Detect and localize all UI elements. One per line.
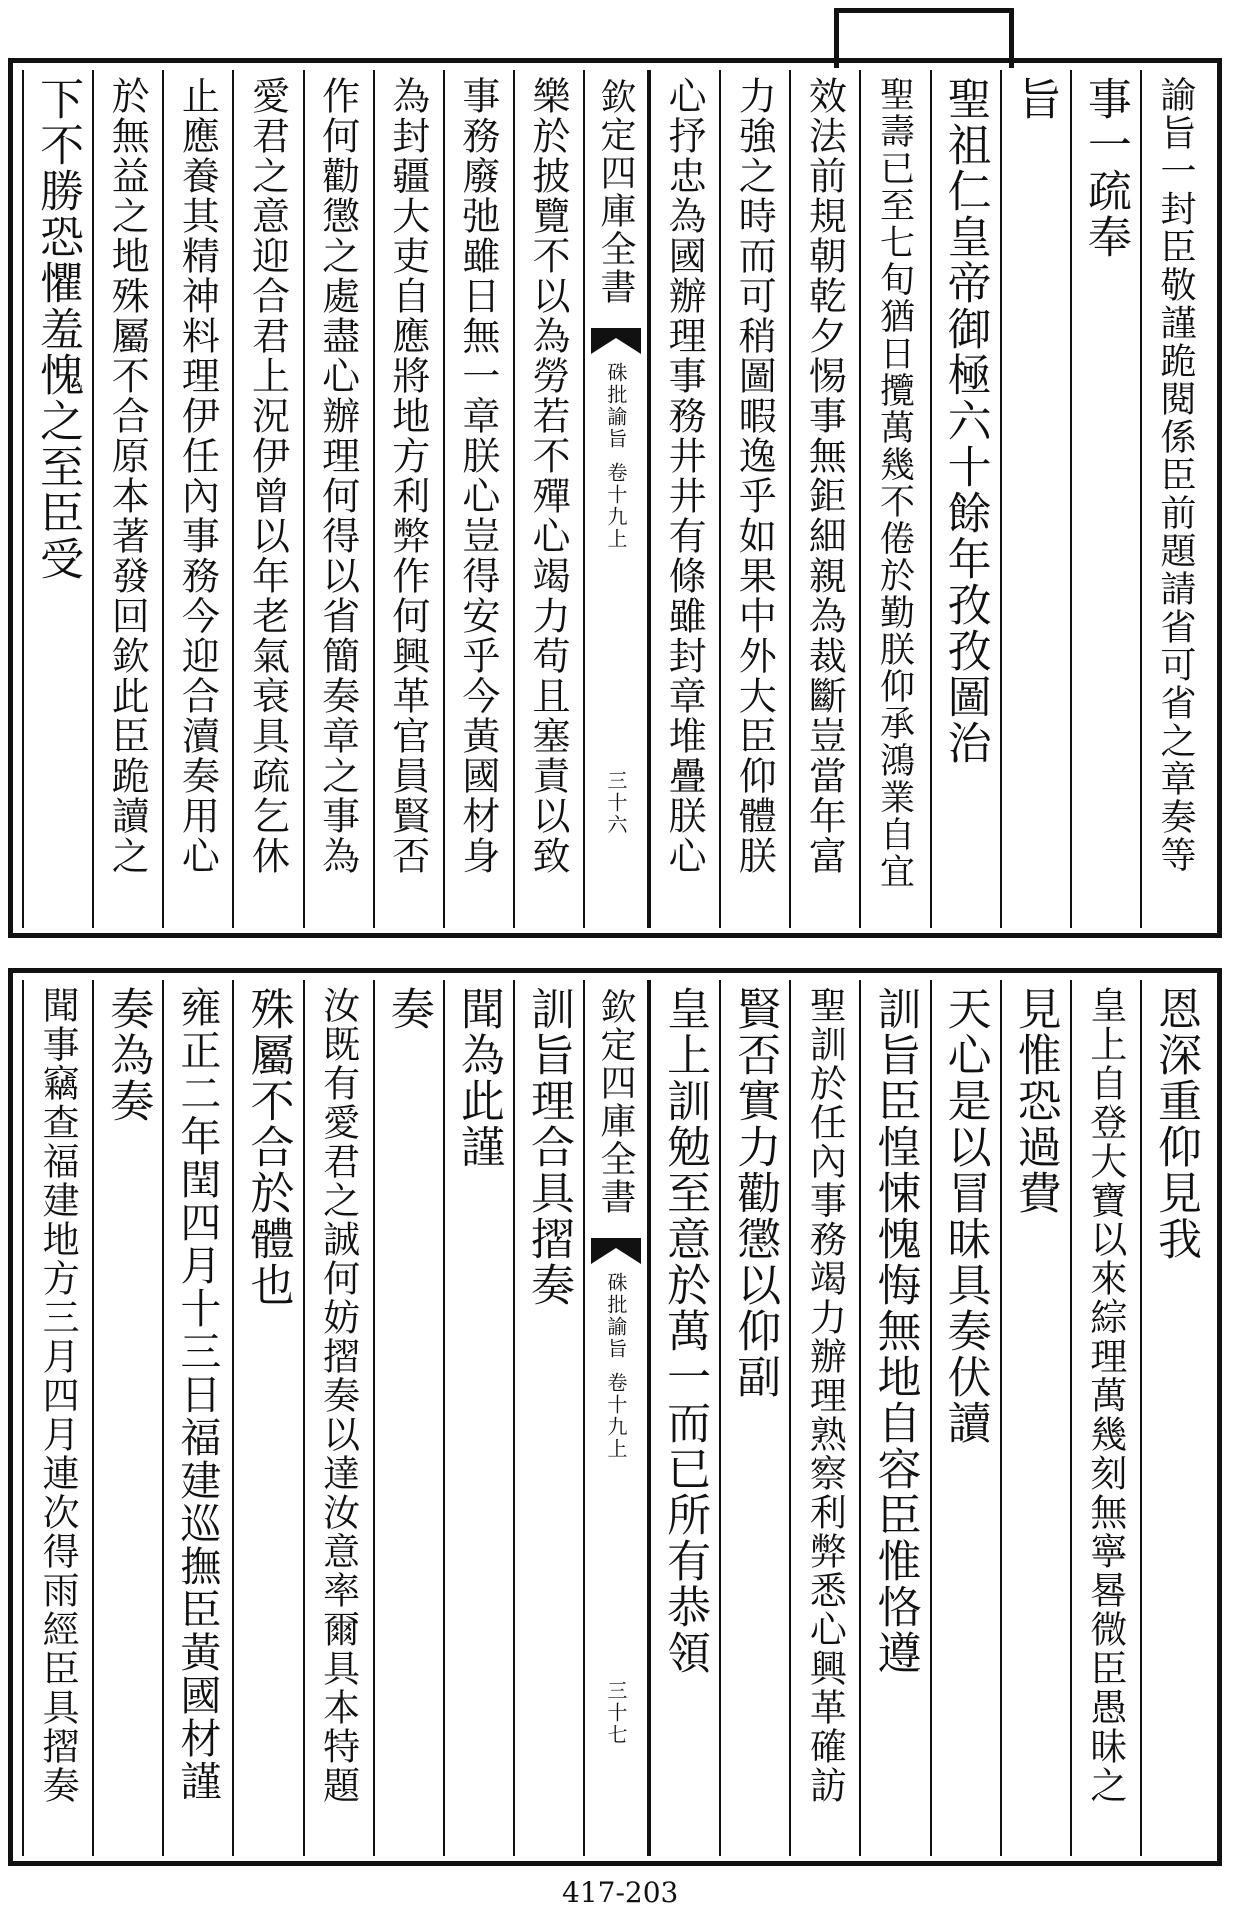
band-book-title: 欽定四庫全書 bbox=[595, 78, 636, 306]
text-column bbox=[513, 980, 583, 1856]
column-text: 聞為此謹 bbox=[452, 986, 504, 1170]
column-text: 效法前規朝乾夕惕事無鉅細親為裁斷豈當年富 bbox=[802, 76, 847, 876]
column-rule bbox=[373, 980, 375, 1856]
column-rule bbox=[930, 980, 932, 1856]
text-column bbox=[443, 980, 513, 1856]
fish-tail-mark-icon bbox=[591, 328, 641, 354]
top-page-panel bbox=[8, 8, 1226, 944]
text-column bbox=[1070, 70, 1140, 928]
column-rule bbox=[232, 70, 234, 928]
text-column bbox=[232, 70, 302, 928]
text-column bbox=[162, 980, 232, 1856]
column-text: 恩深重仰見我 bbox=[1149, 986, 1201, 1262]
column-rule bbox=[22, 70, 24, 928]
text-column bbox=[373, 980, 443, 1856]
band-leaf-number: 三十六 bbox=[604, 770, 628, 836]
column-rule bbox=[859, 70, 861, 928]
column-rule bbox=[1070, 980, 1072, 1856]
column-text: 殊屬不合於體也 bbox=[242, 986, 294, 1308]
text-column bbox=[162, 70, 232, 928]
column-rule bbox=[649, 70, 651, 928]
column-rule bbox=[1140, 70, 1142, 928]
column-rule bbox=[303, 980, 305, 1856]
text-column bbox=[1140, 70, 1210, 928]
column-rule bbox=[232, 980, 234, 1856]
column-text: 聞事竊查福建地方三月四月連次得雨經臣具摺奏 bbox=[36, 986, 80, 1805]
text-column bbox=[513, 70, 583, 928]
column-rule bbox=[373, 70, 375, 928]
column-text: 力強之時而可稍圖暇逸乎如果中外大臣仰體朕 bbox=[732, 76, 777, 876]
band-rule bbox=[583, 980, 585, 1856]
top-page-body bbox=[22, 70, 1210, 928]
bottom-page-panel bbox=[8, 968, 1226, 1870]
column-rule bbox=[443, 70, 445, 928]
center-fold-band bbox=[583, 70, 649, 928]
column-rule bbox=[719, 70, 721, 928]
top-page-raised-tab bbox=[834, 8, 1014, 68]
column-text: 樂於披覽不以為勞若不殫心竭力苟且塞責以致 bbox=[525, 76, 570, 876]
column-text: 下不勝恐懼羞愧之至臣受 bbox=[32, 76, 84, 582]
column-text: 訓旨臣惶悚愧悔無地自容臣惟恪遵 bbox=[869, 986, 921, 1676]
column-text: 事一疏奉 bbox=[1079, 76, 1131, 260]
text-column bbox=[1000, 70, 1070, 928]
column-text: 奏為奏 bbox=[102, 986, 154, 1124]
text-column bbox=[373, 70, 443, 928]
text-column bbox=[443, 70, 513, 928]
text-column bbox=[719, 70, 789, 928]
band-rule bbox=[647, 980, 649, 1856]
text-column bbox=[1070, 980, 1140, 1856]
column-rule bbox=[789, 70, 791, 928]
column-text: 見惟恐過費 bbox=[1009, 986, 1061, 1216]
text-column bbox=[789, 980, 859, 1856]
column-rule bbox=[443, 980, 445, 1856]
text-column bbox=[1000, 980, 1070, 1856]
text-column bbox=[649, 70, 719, 928]
band-volume: 卷十九上 bbox=[604, 462, 628, 550]
column-text: 聖訓於任內事務竭力辦理熟察利弊悉心興革確訪 bbox=[803, 986, 847, 1805]
column-rule bbox=[1070, 70, 1072, 928]
text-column bbox=[789, 70, 859, 928]
column-rule bbox=[513, 70, 515, 928]
column-rule bbox=[92, 70, 94, 928]
column-text: 心抒忠為國辦理事務井井有條雖封章堆疊朕心 bbox=[662, 76, 707, 876]
column-text: 止應養其精神料理伊任內事務今迎合瀆奏用心 bbox=[175, 76, 220, 876]
text-column bbox=[92, 70, 162, 928]
text-column bbox=[649, 980, 719, 1856]
column-rule bbox=[162, 70, 164, 928]
column-rule bbox=[1000, 70, 1002, 928]
band-section-title: 硃批諭旨 bbox=[604, 1272, 628, 1360]
column-text: 賢否實力勸懲以仰副 bbox=[729, 986, 781, 1400]
text-column bbox=[303, 70, 373, 928]
column-rule bbox=[513, 980, 515, 1856]
column-rule bbox=[1140, 980, 1142, 1856]
column-text: 事務廢弛雖日無一章朕心豈得安乎今黃國材身 bbox=[455, 76, 500, 876]
center-fold-band bbox=[583, 980, 649, 1856]
column-text: 為封疆大吏自應將地方利弊作何興革官員賢否 bbox=[385, 76, 430, 876]
column-rule bbox=[303, 70, 305, 928]
text-column bbox=[22, 70, 92, 928]
column-rule bbox=[859, 980, 861, 1856]
column-rule bbox=[1000, 980, 1002, 1856]
column-text: 於無益之地殊屬不合原本著發回欽此臣跪讀之 bbox=[105, 76, 150, 876]
text-column bbox=[232, 980, 302, 1856]
column-text: 奏 bbox=[382, 986, 434, 1032]
column-text: 天心是以冒昧具奏伏讀 bbox=[939, 986, 991, 1446]
band-rule bbox=[647, 70, 649, 928]
text-column bbox=[303, 980, 373, 1856]
band-rule bbox=[583, 70, 585, 928]
column-rule bbox=[789, 980, 791, 1856]
band-leaf-number: 三十七 bbox=[604, 1680, 628, 1746]
column-text: 訓旨理合具摺奏 bbox=[522, 986, 574, 1308]
band-section-title: 硃批諭旨 bbox=[604, 362, 628, 450]
column-text: 雍正二年閏四月十三日福建巡撫臣黃國材謹 bbox=[173, 986, 222, 1803]
page-reference: 417-203 bbox=[562, 1876, 679, 1909]
text-column bbox=[930, 70, 1000, 928]
column-text: 愛君之意迎合君上況伊曾以年老氣衰具疏乞休 bbox=[245, 76, 290, 876]
text-column bbox=[930, 980, 1000, 1856]
band-volume: 卷十九上 bbox=[604, 1372, 628, 1460]
column-rule bbox=[930, 70, 932, 928]
column-rule bbox=[719, 980, 721, 1856]
text-column bbox=[859, 70, 929, 928]
column-rule bbox=[92, 980, 94, 1856]
column-rule bbox=[162, 980, 164, 1856]
column-text: 皇上自登大寶以來綜理萬幾刻無寧晷微臣愚昧之 bbox=[1083, 986, 1127, 1805]
text-column bbox=[719, 980, 789, 1856]
column-text: 聖祖仁皇帝御極六十餘年孜孜圖治 bbox=[939, 76, 991, 766]
text-column bbox=[859, 980, 929, 1856]
column-text: 聖壽已至七旬猶日攬萬幾不倦於勤朕仰承鴻業自宜 bbox=[874, 76, 915, 890]
column-text: 旨 bbox=[1009, 76, 1061, 122]
text-column bbox=[22, 980, 92, 1856]
column-rule bbox=[649, 980, 651, 1856]
fish-tail-mark-icon bbox=[591, 1238, 641, 1264]
column-text: 諭旨一封臣敬謹跪閱係臣前題請省可省之章奏等 bbox=[1154, 76, 1196, 874]
column-rule bbox=[22, 980, 24, 1856]
band-book-title: 欽定四庫全書 bbox=[595, 988, 636, 1216]
column-text: 作何勸懲之處盡心辦理何得以省簡奏章之事為 bbox=[315, 76, 360, 876]
bottom-page-body bbox=[22, 980, 1210, 1856]
text-column bbox=[92, 980, 162, 1856]
text-column bbox=[1140, 980, 1210, 1856]
column-text: 皇上訓勉至意於萬一而已所有恭領 bbox=[659, 986, 711, 1676]
column-text: 汝既有愛君之誠何妨摺奏以達汝意率爾具本特題 bbox=[316, 986, 360, 1805]
